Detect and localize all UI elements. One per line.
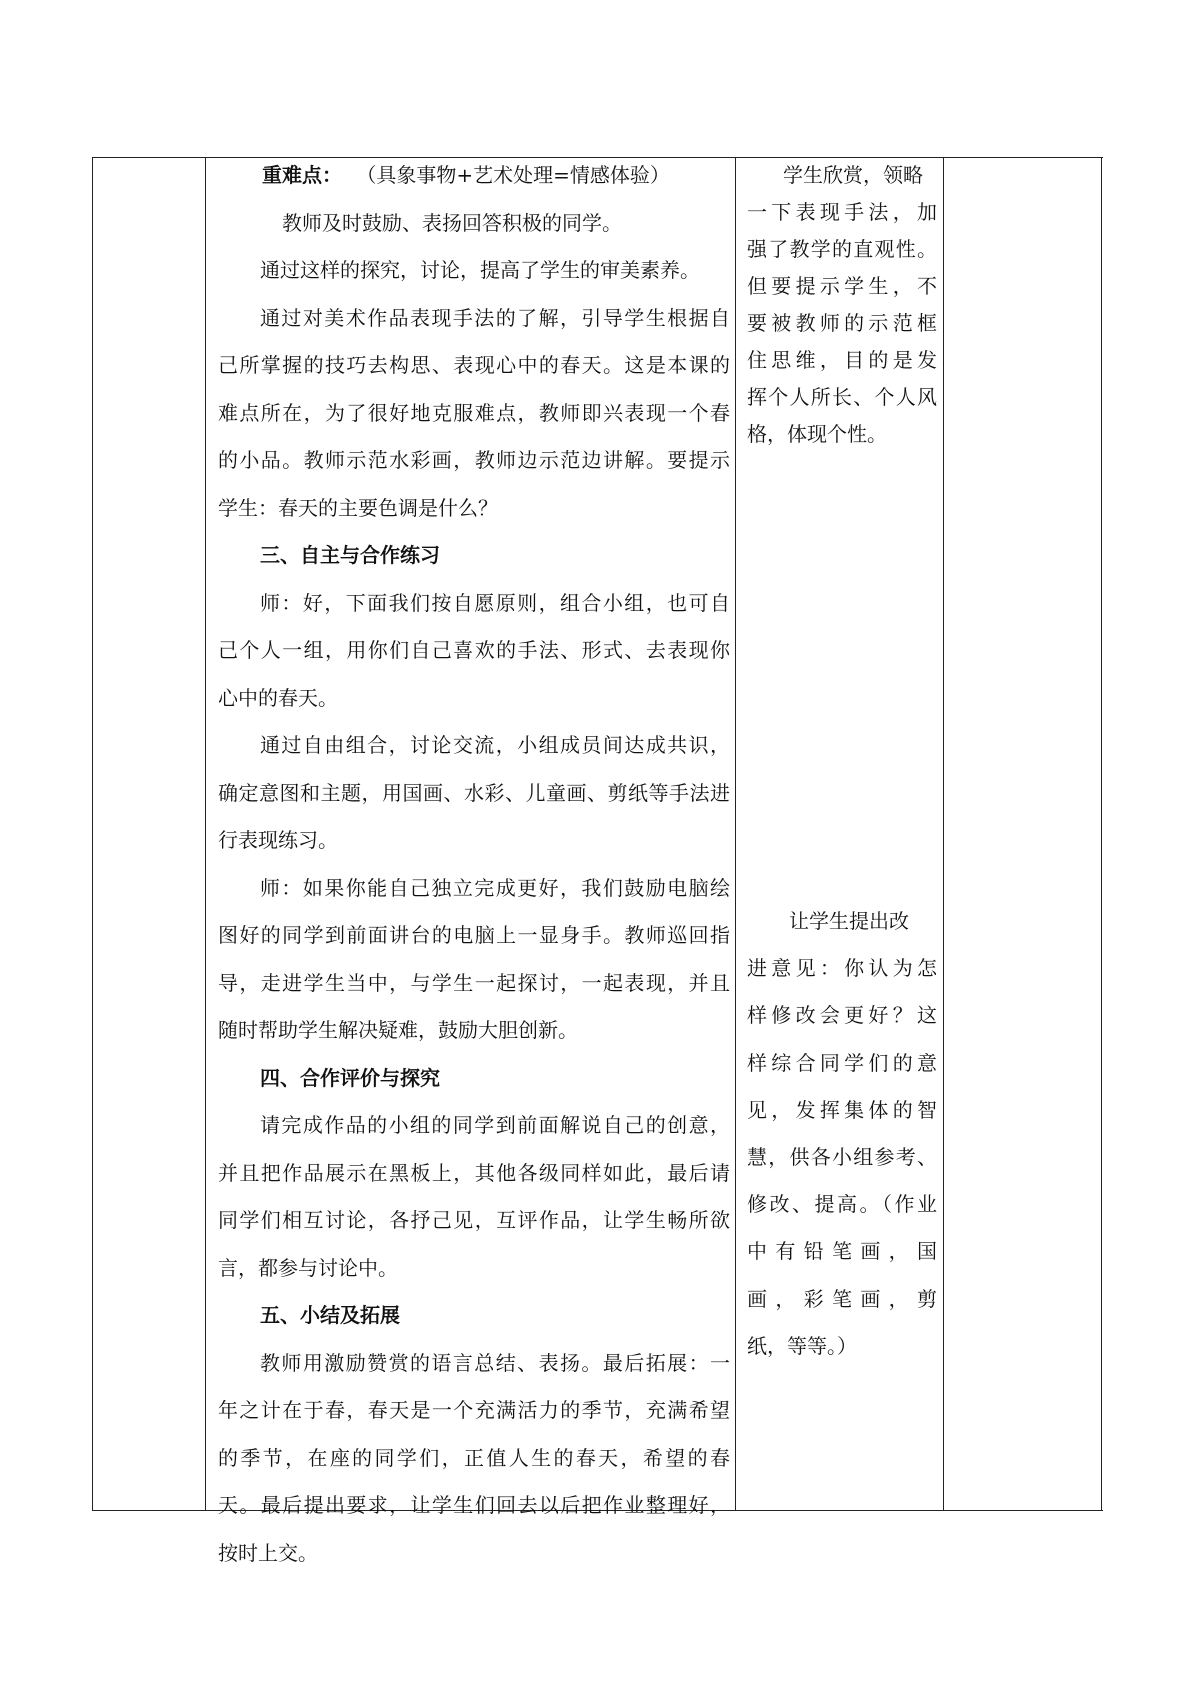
paragraph-line: 随时帮助学生解决疑难，鼓励大胆创新。 (218, 1018, 578, 1042)
note-line: 但要提示学生，不 (747, 274, 937, 298)
note-line: 画，彩笔画，剪 (747, 1286, 937, 1311)
section-4-title: 四、合作评价与探究 (260, 1065, 440, 1090)
note-line: 学生欣赏，领略 (783, 163, 923, 187)
paragraph-line: 并且把作品展示在黑板上，其他各级同样如此，最后请 (218, 1160, 730, 1185)
note-line: 样修改会更好？这 (747, 1003, 937, 1028)
note-line: 让学生提出改 (789, 909, 909, 933)
note-line: 纸，等等。） (747, 1333, 857, 1358)
paragraph-line: 确定意图和主题，用国画、水彩、儿童画、剪纸等手法进 (218, 780, 730, 805)
design-intent-note-1 (747, 158, 937, 454)
paragraph-line: 己个人一组，用你们自己喜欢的手法、形式、去表现你 (218, 638, 730, 662)
table-column-divider-3 (943, 157, 944, 1510)
paragraph-line: 年之计在于春，春天是一个充满活力的季节，充满希望 (218, 1398, 730, 1422)
table-column-divider-2 (735, 157, 736, 1510)
teaching-process-column (218, 158, 730, 1583)
difficulty-label: 重难点： (262, 163, 342, 187)
note-line: 中有铅笔画，国 (747, 1239, 937, 1264)
note-line: 强了教学的直观性。 (747, 237, 937, 261)
paragraph-line: 教师用激励赞赏的语言总结、表扬。最后拓展：一 (260, 1350, 730, 1375)
paragraph-line: 导，走进学生当中，与学生一起探讨，一起表现，并且 (218, 970, 730, 995)
paragraph-line: 师：好，下面我们按自愿原则，组合小组，也可自 (260, 590, 730, 615)
paragraph-line: 通过对美术作品表现手法的了解，引导学生根据自 (260, 305, 730, 330)
difficulty-formula: （具象事物+艺术处理=情感体验） (356, 163, 670, 187)
paragraph-line: 己所掌握的技巧去构思、表现心中的春天。这是本课的 (218, 353, 730, 377)
paragraph-line: 图好的同学到前面讲台的电脑上一显身手。教师巡回指 (218, 923, 730, 947)
paragraph-line: 教师及时鼓励、表扬回答积极的同学。 (282, 210, 622, 235)
note-line: 修改、提高。（作业 (747, 1192, 937, 1217)
paragraph-line: 天。最后提出要求，让学生们回去以后把作业整理好， (218, 1493, 730, 1517)
note-line: 格，体现个性。 (747, 422, 887, 446)
paragraph-line: 通过这样的探究，讨论，提高了学生的审美素养。 (260, 258, 700, 282)
paragraph-line: 学生：春天的主要色调是什么？ (218, 495, 498, 520)
table-border-left (92, 157, 93, 1510)
paragraph-line: 按时上交。 (218, 1540, 318, 1565)
note-line: 要被教师的示范框 (747, 311, 937, 335)
paragraph-line: 言，都参与讨论中。 (218, 1255, 398, 1280)
paragraph-line: 心中的春天。 (218, 685, 338, 710)
section-3-title: 三、自主与合作练习 (260, 543, 440, 567)
paragraph-line: 难点所在，为了很好地克服难点，教师即兴表现一个春 (218, 400, 730, 425)
difficulty-line (218, 158, 730, 206)
note-line: 样综合同学们的意 (747, 1050, 937, 1075)
paragraph-line: 同学们相互讨论，各抒己见，互评作品，让学生畅所欲 (218, 1208, 730, 1232)
note-line: 一下表现手法，加 (747, 200, 937, 224)
paragraph-line: 师：如果你能自己独立完成更好，我们鼓励电脑绘 (260, 875, 730, 900)
section-5-title: 五、小结及拓展 (260, 1303, 400, 1327)
paragraph-line: 的小品。教师示范水彩画，教师边示范边讲解。要提示 (218, 448, 730, 472)
paragraph-line: 的季节，在座的同学们，正值人生的春天，希望的春 (218, 1445, 730, 1470)
note-line: 见，发挥集体的智 (747, 1097, 937, 1122)
note-line: 挥个人所长、个人风 (747, 385, 937, 409)
note-line: 进意见：你认为怎 (747, 956, 937, 981)
paragraph-line: 请完成作品的小组的同学到前面解说自己的创意， (260, 1113, 730, 1137)
table-border-right (1101, 157, 1102, 1510)
note-line: 慧，供各小组参考、 (747, 1144, 937, 1169)
paragraph-line: 通过自由组合，讨论交流，小组成员间达成共识， (260, 733, 730, 757)
design-intent-note-2 (747, 904, 937, 1376)
paragraph-line: 行表现练习。 (218, 828, 338, 852)
note-line: 住思维，目的是发 (747, 348, 937, 372)
table-column-divider-1 (205, 157, 206, 1510)
